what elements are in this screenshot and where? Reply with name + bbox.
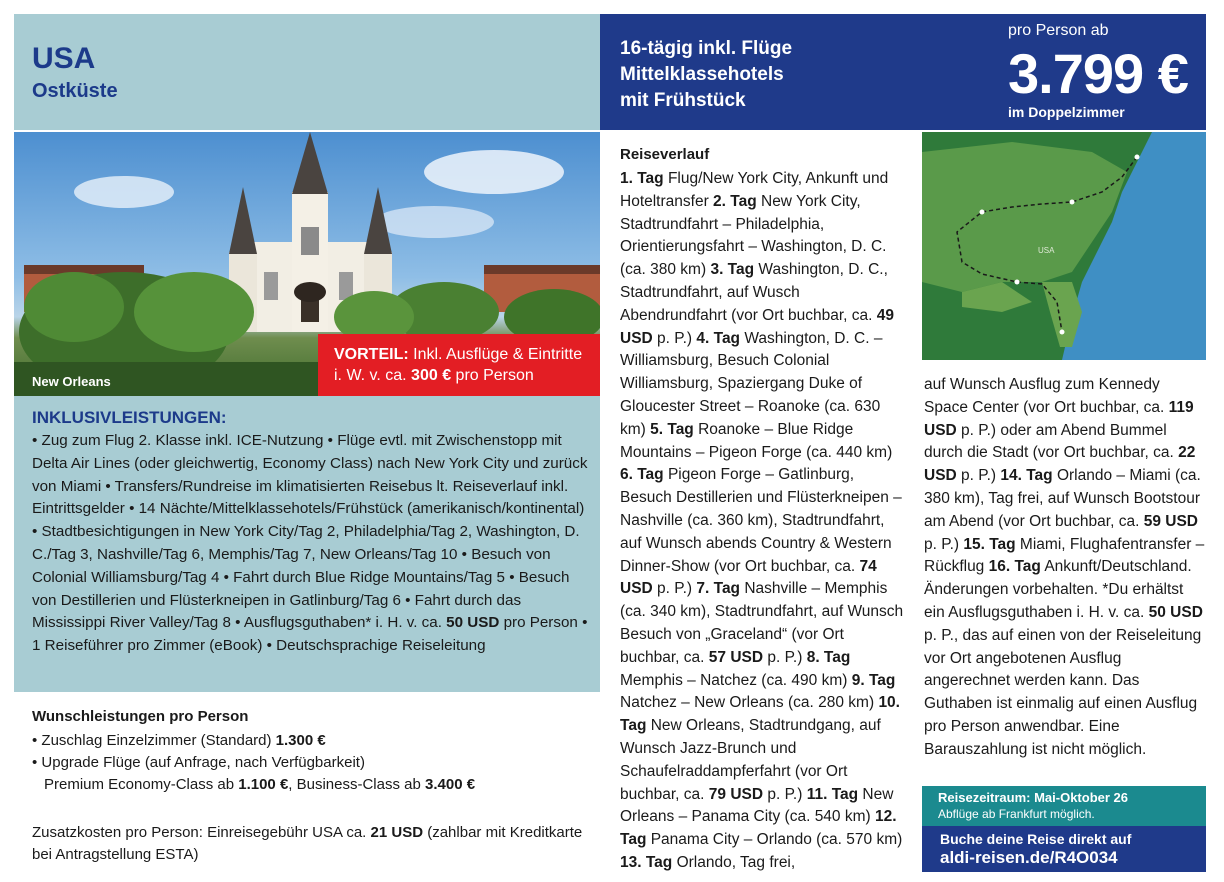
itinerary-text-continued xyxy=(924,374,1206,762)
day-label: 59 USD xyxy=(1143,512,1198,530)
advantage-text-2b: pro Person xyxy=(451,367,534,384)
trip-summary-line: Mittelklassehotels xyxy=(620,64,784,85)
route-map-illustration xyxy=(922,132,1206,360)
booking-link[interactable]: aldi-reisen.de/R4O034 xyxy=(940,848,1118,867)
day-description: New Orleans, Stadtrundgang, auf Wunsch Jazz-Brunch und Schaufelraddampferfahrt (vor Ort buchbar, ca. xyxy=(620,717,881,803)
day-label: 1. Tag xyxy=(620,170,664,187)
trip-summary-line: 16-tägig inkl. Flüge xyxy=(620,38,793,59)
trip-summary xyxy=(620,36,792,114)
travel-period: Reisezeitraum: Mai-Oktober 26 xyxy=(938,790,1129,805)
upgrade-price-business: 3.400 € xyxy=(425,776,476,793)
optional-services-heading: Wunschleistungen pro Person xyxy=(32,708,249,725)
day-label: 14. Tag xyxy=(1000,467,1053,485)
advantage-text-1: Inkl. Ausflüge & Eintritte xyxy=(408,346,583,363)
additional-costs-label: Zusatzkosten pro Person: Einreisegebühr USA ca. xyxy=(32,824,371,841)
day-description: Memphis – Natchez (ca. 490 km) xyxy=(620,671,852,689)
booking-box xyxy=(922,826,1206,872)
day-description: Flug/New York City, Ankunft und Hoteltransfer xyxy=(620,170,889,210)
day-label: 6. Tag xyxy=(620,466,664,484)
optional-service-upgrade: • Upgrade Flüge (auf Anfrage, nach Verfügbarkeit) xyxy=(32,754,365,771)
route-map xyxy=(922,132,1206,360)
additional-costs-amount: 21 USD xyxy=(370,824,424,841)
day-description: p. P.) xyxy=(652,580,697,598)
optional-service-upgrade-prices xyxy=(44,774,475,796)
day-label: 22 USD xyxy=(924,444,1196,485)
day-label: 16. Tag xyxy=(988,558,1041,576)
day-description: p. P.) xyxy=(956,467,1001,485)
advantage-badge xyxy=(318,334,600,396)
day-description: Roanoke – Blue Ridge Mountains – Pigeon Forge (ca. 440 km) xyxy=(620,420,893,461)
day-description: p. P.) xyxy=(924,535,964,553)
day-description: Orlando – Miami (ca. 380 km), Tag frei, auf Wunsch Bootstour am Abend (vor Ort buchbar, ca. xyxy=(924,467,1201,530)
optional-service-price: 1.300 € xyxy=(275,732,326,749)
upgrade-label-business: , Business-Class ab xyxy=(288,776,426,793)
day-label: 4. Tag xyxy=(696,329,741,347)
day-description: auf Wunsch Ausflug zum Kennedy Space Center (vor Ort buchbar, ca. xyxy=(924,376,1169,416)
day-label: 74 USD xyxy=(620,557,877,598)
day-description: p. P.) xyxy=(763,785,807,803)
day-label: 49 USD xyxy=(620,306,894,347)
optional-service-single-room xyxy=(32,730,326,752)
day-label: 15. Tag xyxy=(963,535,1016,553)
day-description: p. P.) oder am Abend Bummel durch die Stadt (vor Ort buchbar, ca. xyxy=(924,421,1179,462)
day-label: 2. Tag xyxy=(713,192,757,210)
day-description: Ankunft/Deutschland. Änderungen vorbehalten. *Du erhältst ein Ausflugsguthaben i. H. v. ca. xyxy=(924,558,1192,621)
additional-costs-note: (zahlbar mit Kreditkarte bei Antragstellung ESTA) xyxy=(32,824,583,863)
day-description: Miami, Flughafentransfer – Rückflug xyxy=(924,535,1205,576)
itinerary-text xyxy=(620,168,904,875)
day-label: 57 USD xyxy=(708,648,764,666)
inclusions-text-b: pro Person • 1 Reiseführer pro Zimmer (eBook) • Deutschsprachige Reiseleitung xyxy=(32,614,588,655)
page-title: USA xyxy=(32,42,96,75)
price: 3.799 € xyxy=(1008,42,1188,105)
advantage-prefix: VORTEIL: xyxy=(334,346,409,363)
day-label: 50 USD xyxy=(1148,603,1203,621)
booking-prompt: Buche deine Reise direkt auf xyxy=(940,831,1132,847)
day-description: Washington, D. C., Stadtrundfahrt, auf Wusch Abendrundfahrt (vor Ort buchbar, ca. xyxy=(620,261,888,324)
departure-note: Abflüge ab Frankfurt möglich. xyxy=(938,807,1095,821)
travel-period-box xyxy=(922,786,1206,826)
upgrade-price-premium: 1.100 € xyxy=(238,776,289,793)
day-label: 10. Tag xyxy=(620,694,900,735)
day-label: 12. Tag xyxy=(620,808,897,849)
inclusions-amount: 50 USD xyxy=(446,614,500,632)
day-label: 119 USD xyxy=(924,398,1194,439)
day-description: p. P.) xyxy=(652,329,697,347)
optional-service-label: • Zuschlag Einzelzimmer (Standard) xyxy=(32,732,276,749)
page-subtitle: Ostküste xyxy=(32,80,118,102)
day-description: p. P., das auf einen von der Reiseleitung vor Ort angebotenen Ausflug angerechnet werden kann. Das Guthaben ist einmalig auf einen Ausflug pro Person anwendbar. Eine Barauszahlung ist nicht möglich. xyxy=(924,626,1202,758)
itinerary-heading: Reiseverlauf xyxy=(620,146,710,163)
day-description: New York City, Stadtrundfahrt – Philadelphia, Orientierungsfahrt – Washington, D. C. (ca. 380 km) xyxy=(620,192,887,279)
day-description: Orlando, Tag frei, xyxy=(672,853,796,871)
header-left-panel xyxy=(14,14,600,130)
inclusions-panel xyxy=(14,396,600,692)
additional-costs xyxy=(32,822,592,866)
inclusions-heading: INKLUSIVLEISTUNGEN: xyxy=(32,408,227,427)
upgrade-label-premium: Premium Economy-Class ab xyxy=(44,776,239,793)
day-label: 9. Tag xyxy=(851,671,896,689)
day-description: Natchez – New Orleans (ca. 280 km) xyxy=(620,694,879,712)
day-label: 11. Tag xyxy=(806,785,859,803)
advantage-amount: 300 € xyxy=(411,367,452,384)
price-prefix: pro Person ab xyxy=(1008,22,1109,39)
day-label: 13. Tag xyxy=(620,853,673,871)
day-description: New Orleans – Panama City (ca. 540 km) xyxy=(620,785,894,826)
day-description: p. P.) xyxy=(763,648,807,666)
day-label: 8. Tag xyxy=(806,648,851,666)
day-label: 5. Tag xyxy=(650,420,694,438)
price-suffix: im Doppelzimmer xyxy=(1008,104,1125,120)
trip-summary-line: mit Frühstück xyxy=(620,90,746,111)
day-description: Pigeon Forge – Gatlinburg, Besuch Destillerien und Flüsterkneipen – Nashville (ca. 360 km), Stadtrundfahrt, auf Wunsch abends Country & Western Dinner-Show (vor Ort buchbar, ca. xyxy=(620,466,902,575)
advantage-text-2a: i. W. v. ca. xyxy=(334,367,412,384)
header-right-panel xyxy=(600,14,1206,130)
inclusions-text-a: • Zug zum Flug 2. Klasse inkl. ICE-Nutzung • Flüge evtl. mit Zwischenstopp mit Delta Air Lines (oder gleichwertig, Economy Class) nach New York City und zurück von Miami • Transfers/Rundreise im klimatisierten Reisebus lt. Reiseverlauf inkl. Eintrittsgelder • 14 Nächte/Mittelklassehotels/Frühstück (amerikanisch/kontinental) • Stadtbesichtigungen in New York City/Tag 2, Philadelphia/Tag 2, Washington, D. C./Tag 3, Nashville/Tag 6, Memphis/Tag 7, New Orleans/Tag 10 • Besuch von Colonial Williamsburg/Tag 4 • Fahrt durch Blue Ridge Mountains/Tag 5 • Besuch von Destillerien und Flüsterkneipen in Gatlinburg/Tag 6 • Fahrt durch das Mississippi River Valley/Tag 8 • Ausflugsguthaben* i. H. v. ca. xyxy=(32,432,588,632)
day-label: 3. Tag xyxy=(710,261,755,279)
photo-caption: New Orleans xyxy=(32,374,111,389)
day-label: 7. Tag xyxy=(696,580,741,598)
advantage-text xyxy=(334,344,600,386)
day-label: 79 USD xyxy=(708,785,764,803)
map-country-label: USA xyxy=(1038,246,1055,255)
day-description: Nashville – Memphis (ca. 340 km), Stadtrundfahrt, auf Wunsch Besuch von „Graceland“ (vor Ort buchbar, ca. xyxy=(620,580,904,666)
day-description: Washington, D. C. – Williamsburg, Besuch Colonial Williamsburg, Spaziergang Duke of Gloucester Street – Roanoke (ca. 630 km) xyxy=(620,329,883,438)
inclusions-text xyxy=(32,430,592,658)
day-description: Panama City – Orlando (ca. 570 km) xyxy=(646,831,903,849)
